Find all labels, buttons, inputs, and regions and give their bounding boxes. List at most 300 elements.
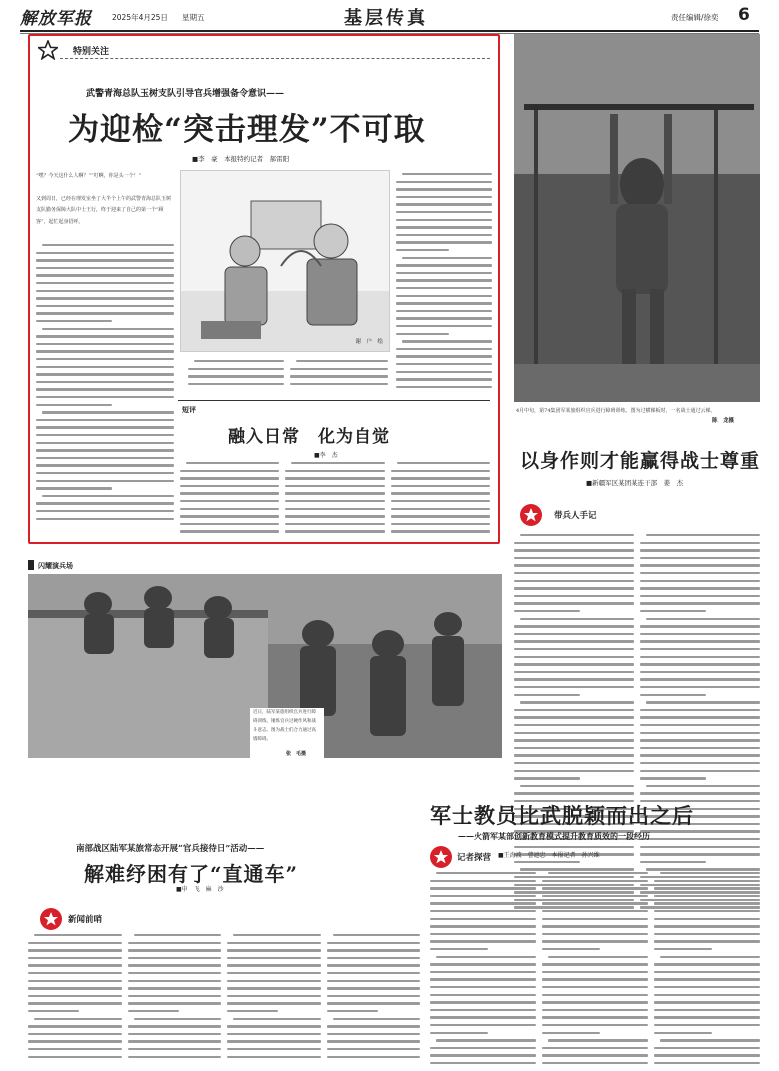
text-line — [430, 1016, 536, 1018]
text-line — [520, 534, 634, 536]
text-line — [548, 1039, 648, 1041]
text-line — [233, 934, 321, 936]
text-line — [654, 918, 760, 920]
text-line — [396, 241, 492, 243]
text-line — [520, 618, 634, 620]
text-line — [430, 895, 536, 897]
text-line — [36, 434, 174, 436]
text-line — [514, 542, 634, 544]
article-four-body — [28, 932, 420, 1066]
text-line — [36, 343, 174, 345]
commentary-body — [180, 460, 490, 536]
text-line — [227, 949, 321, 951]
text-line — [514, 610, 580, 612]
text-line — [327, 1040, 421, 1042]
text-line — [542, 933, 648, 935]
text-line — [36, 381, 174, 383]
text-line — [128, 1025, 222, 1027]
text-line — [436, 1039, 536, 1041]
text-line — [227, 942, 321, 944]
text-line — [327, 980, 421, 982]
text-line — [327, 964, 421, 966]
text-line — [327, 949, 421, 951]
article-three-byline: ■王海波 曹遮忠 本报记者 孙兴维 — [498, 852, 600, 859]
text-line — [542, 925, 648, 927]
text-line — [36, 320, 112, 322]
feature-kicker: 武警青海总队玉树支队引导官兵增强备令意识—— — [86, 89, 285, 99]
text-line — [36, 518, 174, 520]
feature-label: 特别关注 — [73, 47, 110, 57]
text-line — [296, 360, 388, 362]
text-line — [188, 383, 284, 385]
text-line — [640, 709, 760, 711]
text-line — [36, 366, 174, 368]
text-line — [396, 203, 492, 205]
text-line — [514, 846, 634, 848]
text-line — [290, 375, 388, 377]
text-line — [640, 648, 760, 650]
text-line — [514, 732, 634, 734]
text-line — [654, 948, 712, 950]
flash-label-box — [28, 560, 34, 570]
text-line — [646, 701, 760, 703]
text-line — [430, 994, 536, 996]
text-line — [180, 485, 279, 487]
text-line — [542, 978, 648, 980]
text-line — [640, 739, 760, 741]
text-line — [396, 188, 492, 190]
text-line — [396, 386, 492, 388]
text-line — [227, 1040, 321, 1042]
text-line — [514, 572, 634, 574]
text-line — [542, 948, 600, 950]
text-line — [514, 694, 580, 696]
text-line — [514, 648, 634, 650]
text-line — [514, 625, 634, 627]
text-line — [285, 477, 384, 479]
text-line — [396, 249, 449, 251]
masthead-rule — [20, 30, 759, 32]
text-line — [36, 305, 174, 307]
text-line — [654, 1047, 760, 1049]
article-four-kicker: 南部战区陆军某旅常态开展“官兵接待日”活动—— — [76, 844, 265, 854]
text-line — [28, 942, 122, 944]
text-line — [128, 980, 222, 982]
newspaper-logo: 解放军报 — [20, 9, 92, 29]
text-line — [640, 587, 760, 589]
text-line — [36, 480, 174, 482]
text-line — [28, 995, 122, 997]
text-line — [227, 980, 321, 982]
text-line — [514, 716, 634, 718]
article-two-headline: 以身作则才能赢得战士尊重 — [520, 450, 761, 472]
text-line — [640, 732, 760, 734]
text-line — [640, 542, 760, 544]
text-line — [514, 549, 634, 551]
flash-label: 闪耀演兵场 — [38, 561, 73, 570]
text-line — [514, 686, 634, 688]
text-line — [180, 492, 279, 494]
text-line — [128, 1002, 222, 1004]
text-line — [327, 987, 421, 989]
text-line — [542, 986, 648, 988]
text-line — [34, 1018, 122, 1020]
text-line — [520, 701, 634, 703]
text-line — [128, 964, 222, 966]
article-three-body — [430, 870, 760, 1066]
text-line — [227, 1002, 321, 1004]
text-line — [542, 895, 648, 897]
text-line — [542, 910, 648, 912]
text-line — [430, 971, 536, 973]
text-line — [391, 492, 490, 494]
text-line — [542, 1009, 648, 1011]
text-line — [180, 515, 279, 517]
text-line — [28, 1010, 79, 1012]
training-photo-credit: 陈 龙摄 — [712, 418, 735, 424]
text-line — [402, 340, 492, 342]
text-line — [548, 872, 648, 874]
text-line — [128, 987, 222, 989]
feature-body-col-4 — [396, 171, 492, 393]
text-line — [285, 523, 384, 525]
text-line — [180, 500, 279, 502]
training-photo — [514, 34, 760, 402]
text-line — [514, 557, 634, 559]
text-line — [28, 1048, 122, 1050]
text-line — [327, 1002, 421, 1004]
text-line — [640, 777, 706, 779]
text-line — [396, 279, 492, 281]
column-label-star-icon — [520, 504, 542, 526]
text-line — [542, 1054, 648, 1056]
text-line — [396, 317, 492, 319]
text-line — [227, 1025, 321, 1027]
text-line — [227, 957, 321, 959]
text-line — [28, 1040, 122, 1042]
text-line — [514, 602, 634, 604]
text-line — [188, 368, 284, 370]
text-line — [542, 940, 648, 942]
text-line — [285, 515, 384, 517]
text-line — [327, 957, 421, 959]
text-line — [654, 925, 760, 927]
issue-date: 2025年4月25日 — [112, 13, 168, 22]
text-line — [514, 580, 634, 582]
text-line — [227, 1010, 278, 1012]
text-line — [290, 368, 388, 370]
text-line — [654, 1001, 760, 1003]
text-line — [514, 564, 634, 566]
text-line — [640, 564, 760, 566]
training-photo-caption: 4月中旬，第74集团军某旅组织官兵进行障碍训练。图为过横梯板时，一名战士通过云梯。 — [516, 408, 716, 414]
text-line — [654, 1024, 760, 1026]
text-line — [327, 1056, 421, 1058]
editor-label: 责任编辑/徐奕 — [671, 13, 719, 22]
text-line — [654, 1054, 760, 1056]
text-line — [430, 880, 536, 882]
text-line — [36, 396, 174, 398]
feature-byline: ■李 豪 本报特约记者 郝雷阳 — [192, 155, 290, 163]
text-line — [327, 942, 421, 944]
text-line — [430, 1062, 536, 1064]
text-line — [391, 477, 490, 479]
text-line — [396, 219, 492, 221]
feature-body-col-1 — [36, 242, 174, 526]
text-line — [36, 373, 174, 375]
text-line — [542, 1016, 648, 1018]
text-line — [640, 747, 760, 749]
text-line — [640, 656, 760, 658]
article-two-byline: ■新疆军区某团某连干部 姜 杰 — [586, 479, 684, 487]
commentary-title: 融入日常 化为自觉 — [228, 427, 390, 447]
text-line — [194, 360, 284, 362]
text-line — [396, 363, 492, 365]
text-line — [654, 910, 760, 912]
text-line — [514, 671, 634, 673]
text-line — [391, 530, 490, 532]
text-line — [227, 1048, 321, 1050]
text-line — [542, 971, 648, 973]
text-line — [654, 887, 760, 889]
text-line — [430, 963, 536, 965]
text-line — [36, 259, 174, 261]
text-line — [646, 618, 760, 620]
text-line — [654, 1062, 760, 1064]
text-line — [514, 792, 634, 794]
text-line — [640, 694, 706, 696]
text-line — [285, 485, 384, 487]
text-line — [227, 972, 321, 974]
text-line — [128, 957, 222, 959]
text-line — [128, 942, 222, 944]
text-line — [542, 1032, 600, 1034]
text-line — [327, 1033, 421, 1035]
text-line — [290, 383, 388, 385]
text-line — [640, 602, 760, 604]
text-line — [436, 872, 536, 874]
text-line — [396, 295, 492, 297]
feature-body-col-3 — [290, 358, 388, 392]
text-line — [128, 972, 222, 974]
feature-lead-2: 又到周日，已经在理发室坐了大半个上午的武警青海总队玉树支队勤务保障大队中士王行，终于迎来了自己的第一个“顾客”，起忙起身招呼。 — [36, 196, 172, 225]
text-line — [391, 485, 490, 487]
section-title: 基层传真 — [344, 8, 428, 29]
text-line — [430, 1009, 536, 1011]
text-line — [36, 312, 174, 314]
article-four-headline: 解难纾困有了“直通车” — [84, 862, 299, 886]
article-three-headline: 军士教员比武脱颖而出之后 — [430, 803, 694, 828]
text-line — [654, 971, 760, 973]
text-line — [391, 523, 490, 525]
text-line — [514, 762, 634, 764]
text-line — [660, 1039, 760, 1041]
text-line — [28, 949, 122, 951]
text-line — [640, 663, 760, 665]
flash-caption: 近日，陆军某旅组织官兵进行障碍训练，锤炼官兵过硬作风和战斗意志。图为战士们合力通过高墙障碍。 — [253, 710, 316, 742]
text-line — [333, 1018, 421, 1020]
text-line — [396, 333, 449, 335]
text-line — [28, 1002, 122, 1004]
text-line — [640, 640, 760, 642]
text-line — [180, 470, 279, 472]
text-line — [542, 918, 648, 920]
text-line — [542, 880, 648, 882]
text-line — [640, 572, 760, 574]
text-line — [227, 1056, 321, 1058]
text-line — [640, 595, 760, 597]
text-line — [396, 287, 492, 289]
text-line — [640, 792, 760, 794]
text-line — [180, 477, 279, 479]
text-line — [396, 211, 492, 213]
text-line — [36, 388, 174, 390]
text-line — [285, 508, 384, 510]
text-line — [396, 234, 492, 236]
text-line — [514, 678, 634, 680]
text-line — [514, 656, 634, 658]
text-line — [128, 949, 222, 951]
commentary-byline: ■李 杰 — [314, 452, 338, 459]
text-line — [36, 449, 174, 451]
text-line — [640, 830, 760, 832]
text-line — [327, 972, 421, 974]
text-line — [640, 678, 760, 680]
text-line — [654, 880, 760, 882]
text-line — [640, 610, 706, 612]
text-line — [514, 633, 634, 635]
text-line — [514, 640, 634, 642]
text-line — [640, 557, 760, 559]
text-line — [28, 964, 122, 966]
reporter-label: 记者探营 — [457, 853, 492, 863]
text-line — [285, 530, 384, 532]
text-line — [660, 872, 760, 874]
text-line — [36, 487, 112, 489]
text-line — [128, 1048, 222, 1050]
text-line — [227, 995, 321, 997]
text-line — [36, 290, 174, 292]
text-line — [654, 895, 760, 897]
text-line — [514, 777, 580, 779]
text-line — [430, 948, 488, 950]
text-line — [646, 534, 760, 536]
text-line — [514, 595, 634, 597]
text-line — [514, 663, 634, 665]
text-line — [36, 464, 174, 466]
text-line — [134, 1018, 222, 1020]
text-line — [128, 1010, 179, 1012]
text-line — [542, 1062, 648, 1064]
text-line — [430, 1054, 536, 1056]
flash-credit: 张 毛摄 — [286, 751, 307, 757]
text-line — [34, 934, 122, 936]
text-line — [660, 956, 760, 958]
text-line — [640, 549, 760, 551]
text-line — [430, 918, 536, 920]
article-three-subhead: ——火箭军某部创新教育模式提升教育质效的一段经历 — [458, 831, 650, 841]
text-line — [36, 282, 174, 284]
text-line — [227, 1033, 321, 1035]
text-line — [36, 252, 174, 254]
text-line — [430, 902, 536, 904]
text-line — [654, 1016, 760, 1018]
text-line — [28, 1025, 122, 1027]
text-line — [36, 442, 174, 444]
text-line — [186, 462, 279, 464]
text-line — [285, 492, 384, 494]
text-line — [36, 350, 174, 352]
text-line — [134, 934, 222, 936]
text-line — [36, 426, 174, 428]
text-line — [28, 1033, 122, 1035]
text-line — [654, 963, 760, 965]
feature-star-icon — [38, 40, 58, 60]
text-line — [514, 747, 634, 749]
text-line — [640, 580, 760, 582]
text-line — [542, 1001, 648, 1003]
text-line — [542, 887, 648, 889]
text-line — [397, 462, 490, 464]
text-line — [430, 1032, 488, 1034]
text-line — [128, 1056, 222, 1058]
text-line — [654, 1032, 712, 1034]
text-line — [430, 933, 536, 935]
feature-cartoon — [180, 170, 390, 352]
text-line — [430, 910, 536, 912]
text-line — [430, 940, 536, 942]
text-line — [514, 861, 580, 863]
text-line — [396, 264, 492, 266]
text-line — [640, 716, 760, 718]
text-line — [28, 972, 122, 974]
text-line — [402, 173, 492, 175]
text-line — [391, 508, 490, 510]
text-line — [542, 963, 648, 965]
text-line — [640, 861, 706, 863]
text-line — [36, 297, 174, 299]
text-line — [640, 846, 760, 848]
commentary-tag: 短评 — [182, 406, 196, 414]
text-line — [327, 1010, 378, 1012]
text-line — [514, 754, 634, 756]
text-line — [436, 956, 536, 958]
page-number: 6 — [738, 5, 750, 25]
text-line — [430, 986, 536, 988]
feature-lead-1: “嘿？今天这什么人啊？”“叮啊，你是头一个！” — [36, 173, 142, 179]
text-line — [36, 404, 112, 406]
text-line — [654, 933, 760, 935]
text-line — [327, 1048, 421, 1050]
text-line — [36, 472, 174, 474]
text-line — [285, 500, 384, 502]
text-line — [291, 462, 384, 464]
text-line — [36, 335, 174, 337]
issue-weekday: 星期五 — [182, 13, 205, 22]
text-line — [654, 940, 760, 942]
text-line — [654, 902, 760, 904]
text-line — [128, 1040, 222, 1042]
text-line — [28, 1056, 122, 1058]
text-line — [646, 785, 760, 787]
text-line — [542, 1024, 648, 1026]
text-line — [430, 925, 536, 927]
text-line — [430, 978, 536, 980]
text-line — [233, 1018, 321, 1020]
text-line — [542, 902, 648, 904]
text-line — [327, 995, 421, 997]
text-line — [391, 470, 490, 472]
